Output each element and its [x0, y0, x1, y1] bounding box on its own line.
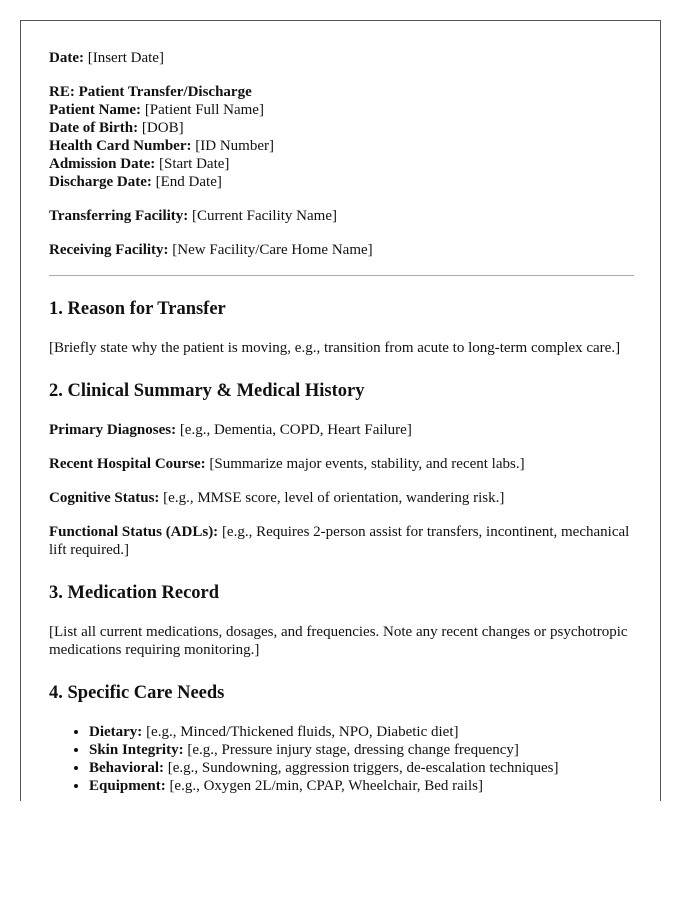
care-need-value: [e.g., Pressure injury stage, dressing change frequency]: [187, 742, 519, 758]
medication-text: [List all current medications, dosages, and frequencies. Note any recent changes or psychotropic medications requiring monitoring.]: [49, 624, 628, 658]
list-item: [89, 759, 634, 777]
care-need-label: Dietary:: [89, 724, 143, 740]
section-title-reason: 1. Reason for Transfer: [49, 299, 226, 319]
date-value: [Insert Date]: [87, 50, 164, 66]
list-item: [89, 741, 634, 759]
dob-label: Date of Birth:: [49, 120, 139, 136]
clinical-item-value: [e.g., Requires 2-person assist for transfers, incontinent, mechanical lift required.]: [49, 524, 630, 558]
care-need-label: Equipment:: [89, 778, 166, 794]
patient-name-value: [Patient Full Name]: [144, 102, 264, 118]
section-title-clinical: 2. Clinical Summary & Medical History: [49, 381, 365, 401]
list-item: [89, 723, 634, 741]
care-need-value: [e.g., Sundowning, aggression triggers, de-escalation techniques]: [167, 760, 559, 776]
section-title-medication: 3. Medication Record: [49, 583, 220, 603]
health-card-value: [ID Number]: [195, 138, 274, 154]
receiving-value: [New Facility/Care Home Name]: [172, 242, 373, 258]
care-needs-list: [49, 723, 634, 795]
clinical-item-value: [Summarize major events, stability, and recent labs.]: [209, 456, 525, 472]
dob-line: [49, 119, 634, 137]
re-line: [49, 83, 634, 101]
health-card-line: [49, 137, 634, 155]
admission-label: Admission Date:: [49, 156, 156, 172]
patient-name-label: Patient Name:: [49, 102, 142, 118]
clinical-item: [49, 455, 634, 473]
transferring-value: [Current Facility Name]: [192, 208, 337, 224]
transferring-line: [49, 207, 634, 225]
clinical-item: [49, 421, 634, 439]
reason-text: [Briefly state why the patient is moving, e.g., transition from acute to long-term complex care.]: [49, 340, 621, 356]
care-need-label: Behavioral:: [89, 760, 164, 776]
clinical-item: [49, 489, 634, 507]
health-card-label: Health Card Number:: [49, 138, 192, 154]
clinical-item-label: Recent Hospital Course:: [49, 456, 206, 472]
care-need-label: Skin Integrity:: [89, 742, 184, 758]
patient-name-line: [49, 101, 634, 119]
discharge-label: Discharge Date:: [49, 174, 152, 190]
admission-line: [49, 155, 634, 173]
section-title-care-needs: 4. Specific Care Needs: [49, 683, 225, 703]
clinical-item-value: [e.g., MMSE score, level of orientation, wandering risk.]: [163, 490, 505, 506]
transferring-label: Transferring Facility:: [49, 208, 189, 224]
receiving-label: Receiving Facility:: [49, 242, 169, 258]
receiving-line: [49, 241, 634, 259]
clinical-item-label: Cognitive Status:: [49, 490, 160, 506]
re-label: RE: Patient Transfer/Discharge: [49, 84, 252, 100]
care-need-value: [e.g., Minced/Thickened fluids, NPO, Diabetic diet]: [146, 724, 459, 740]
list-item: [89, 777, 634, 795]
clinical-item: [49, 523, 634, 559]
dob-value: [DOB]: [141, 120, 184, 136]
date-label: Date:: [49, 50, 84, 66]
patient-info-block: [49, 83, 634, 191]
clinical-item-label: Functional Status (ADLs):: [49, 524, 219, 540]
admission-value: [Start Date]: [159, 156, 230, 172]
clinical-item-value: [e.g., Dementia, COPD, Heart Failure]: [179, 422, 412, 438]
date-line: [49, 49, 634, 67]
discharge-value: [End Date]: [155, 174, 222, 190]
divider: [49, 275, 634, 276]
clinical-item-label: Primary Diagnoses:: [49, 422, 177, 438]
document-page: [20, 20, 661, 801]
document-content: [49, 49, 634, 795]
discharge-line: [49, 173, 634, 191]
care-need-value: [e.g., Oxygen 2L/min, CPAP, Wheelchair, Bed rails]: [169, 778, 483, 794]
